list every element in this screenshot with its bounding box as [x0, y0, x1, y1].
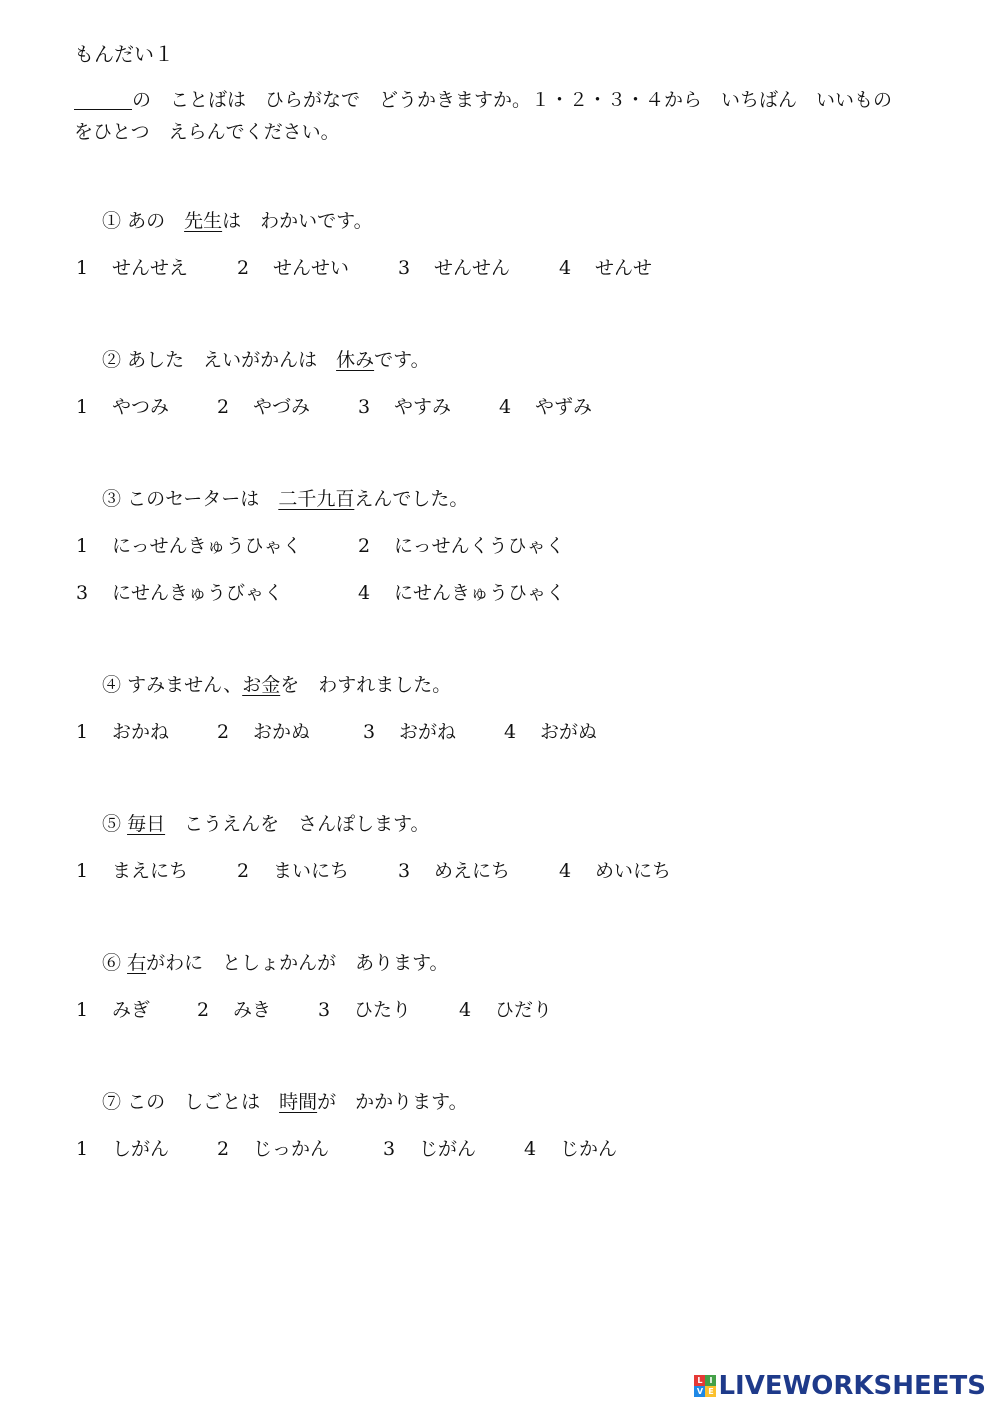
option-2[interactable]	[197, 995, 318, 1022]
option-text: やすみ	[394, 396, 452, 418]
options-row-6	[76, 995, 552, 1022]
option-number: 1	[76, 396, 89, 418]
instruction-line-2: をひとつ えらんでください。	[74, 121, 340, 143]
option-number: 4	[358, 582, 371, 604]
question-number: ⑥	[102, 952, 122, 974]
target-word: 先生	[184, 210, 223, 232]
question-text-pre: このセーターは	[127, 488, 279, 510]
option-4[interactable]	[499, 392, 592, 419]
question-5	[102, 809, 430, 836]
options-row-4	[76, 717, 597, 744]
option-number: 3	[363, 721, 376, 743]
options-row-7	[76, 1134, 617, 1161]
question-text-post: です。	[374, 349, 430, 371]
option-number: 4	[459, 999, 472, 1021]
question-text-pre: あの	[127, 210, 185, 232]
target-word: 毎日	[127, 813, 166, 835]
option-4[interactable]	[559, 253, 652, 280]
question-text-post: を わすれました。	[280, 674, 452, 696]
option-text: しがん	[112, 1138, 170, 1160]
option-2[interactable]	[217, 392, 358, 419]
option-text: おかぬ	[253, 721, 311, 743]
option-number: 3	[383, 1138, 396, 1160]
option-text: おがぬ	[540, 721, 598, 743]
option-4[interactable]	[504, 717, 597, 744]
option-3[interactable]	[318, 995, 459, 1022]
option-2[interactable]	[358, 531, 565, 558]
option-text: みぎ	[112, 999, 151, 1021]
option-number: 4	[504, 721, 517, 743]
option-2[interactable]	[237, 253, 398, 280]
option-3[interactable]	[76, 578, 358, 605]
option-number: 2	[217, 1138, 230, 1160]
question-3	[102, 484, 468, 511]
option-number: 1	[76, 999, 89, 1021]
option-text: せんせ	[595, 257, 653, 279]
logo-box-letter: I	[705, 1375, 716, 1386]
option-text: やずみ	[535, 396, 593, 418]
option-text: せんせい	[273, 257, 350, 279]
option-2[interactable]	[237, 856, 398, 883]
question-text-post: こうえんを さんぽします。	[165, 813, 430, 835]
option-text: おがね	[399, 721, 457, 743]
option-text: じかん	[560, 1138, 618, 1160]
option-number: 3	[358, 396, 371, 418]
option-text: やづみ	[253, 396, 311, 418]
option-text: やつみ	[112, 396, 170, 418]
question-6	[102, 948, 449, 975]
option-number: 1	[76, 860, 89, 882]
logo-box-letter: L	[694, 1375, 705, 1386]
question-number: ②	[102, 349, 122, 371]
options-row-1	[76, 253, 652, 280]
option-3[interactable]	[383, 1134, 524, 1161]
instructions	[74, 84, 954, 148]
question-text-pre: すみません、	[127, 674, 243, 696]
option-4[interactable]	[459, 995, 552, 1022]
page-title: もんだい１	[74, 42, 174, 66]
option-number: 1	[76, 721, 89, 743]
option-text: めえにち	[434, 860, 511, 882]
question-number: ⑤	[102, 813, 122, 835]
options-row-5	[76, 856, 671, 883]
question-4	[102, 670, 451, 697]
option-number: 1	[76, 535, 89, 557]
question-1	[102, 206, 373, 233]
options-row-3a	[76, 531, 565, 558]
question-text-post: えんでした。	[354, 488, 469, 510]
logo-box-letter: E	[705, 1386, 716, 1397]
option-number: 3	[398, 257, 411, 279]
option-text: にっせんくうひゃく	[394, 535, 565, 557]
options-row-2	[76, 392, 592, 419]
option-text: じがん	[419, 1138, 477, 1160]
question-2	[102, 345, 430, 372]
option-number: 1	[76, 1138, 89, 1160]
option-text: じっかん	[253, 1138, 330, 1160]
question-text-pre: あした えいがかんは	[127, 349, 337, 371]
logo-text: LIVEWORKSHEETS	[718, 1371, 986, 1401]
logo-icon	[694, 1375, 716, 1397]
option-text: めいにち	[595, 860, 672, 882]
option-number: 2	[237, 860, 250, 882]
instruction-line-1: の ことばは ひらがなで どうかきますか。１・２・３・４から いちばん いいもの	[132, 89, 893, 111]
target-word: 右	[127, 952, 147, 974]
question-text-pre: この しごとは	[127, 1091, 280, 1113]
option-1[interactable]	[76, 531, 358, 558]
option-number: 1	[76, 257, 89, 279]
option-1[interactable]	[76, 995, 197, 1022]
options-row-3b	[76, 578, 565, 605]
option-3[interactable]	[398, 856, 559, 883]
option-1[interactable]	[76, 253, 237, 280]
question-number: ③	[102, 488, 122, 510]
logo-box-letter: V	[694, 1386, 705, 1397]
option-text: にせんきゅうびゃく	[112, 582, 284, 604]
question-text-post: がわに としょかんが あります。	[146, 952, 449, 974]
option-number: 2	[217, 396, 230, 418]
question-number: ⑦	[102, 1091, 122, 1113]
option-1[interactable]	[76, 392, 217, 419]
option-2[interactable]	[217, 1134, 383, 1161]
option-4[interactable]	[524, 1134, 617, 1161]
option-number: 2	[358, 535, 371, 557]
option-number: 4	[559, 860, 572, 882]
option-number: 3	[76, 582, 89, 604]
option-number: 3	[318, 999, 331, 1021]
option-3[interactable]	[363, 717, 504, 744]
option-text: おかね	[112, 721, 170, 743]
option-number: 3	[398, 860, 411, 882]
target-word: 時間	[279, 1091, 318, 1113]
question-text-post: は わかいです。	[222, 210, 373, 232]
option-1[interactable]	[76, 1134, 217, 1161]
option-text: ひだり	[495, 999, 553, 1021]
target-word: お金	[242, 674, 281, 696]
option-3[interactable]	[358, 392, 499, 419]
option-1[interactable]	[76, 856, 237, 883]
question-text-post: が かかります。	[317, 1091, 468, 1113]
option-2[interactable]	[217, 717, 363, 744]
option-text: せんせん	[434, 257, 511, 279]
option-number: 2	[237, 257, 250, 279]
option-number: 4	[499, 396, 512, 418]
option-text: にせんきゅうひゃく	[394, 582, 566, 604]
option-text: まいにち	[273, 860, 350, 882]
option-number: 4	[559, 257, 572, 279]
option-number: 2	[217, 721, 230, 743]
question-number: ④	[102, 674, 122, 696]
option-text: まえにち	[112, 860, 189, 882]
option-3[interactable]	[398, 253, 559, 280]
option-text: にっせんきゅうひゃく	[112, 535, 302, 557]
underline-blank	[74, 89, 132, 110]
question-7	[102, 1087, 468, 1114]
target-word: 二千九百	[278, 488, 355, 510]
option-text: ひたり	[354, 999, 412, 1021]
option-number: 2	[197, 999, 210, 1021]
option-text: せんせえ	[112, 257, 189, 279]
option-1[interactable]	[76, 717, 217, 744]
target-word: 休み	[336, 349, 375, 371]
option-text: みき	[233, 999, 272, 1021]
option-4[interactable]	[358, 578, 565, 605]
question-number: ①	[102, 210, 122, 232]
option-4[interactable]	[559, 856, 671, 883]
liveworksheets-logo	[694, 1371, 986, 1401]
option-number: 4	[524, 1138, 537, 1160]
